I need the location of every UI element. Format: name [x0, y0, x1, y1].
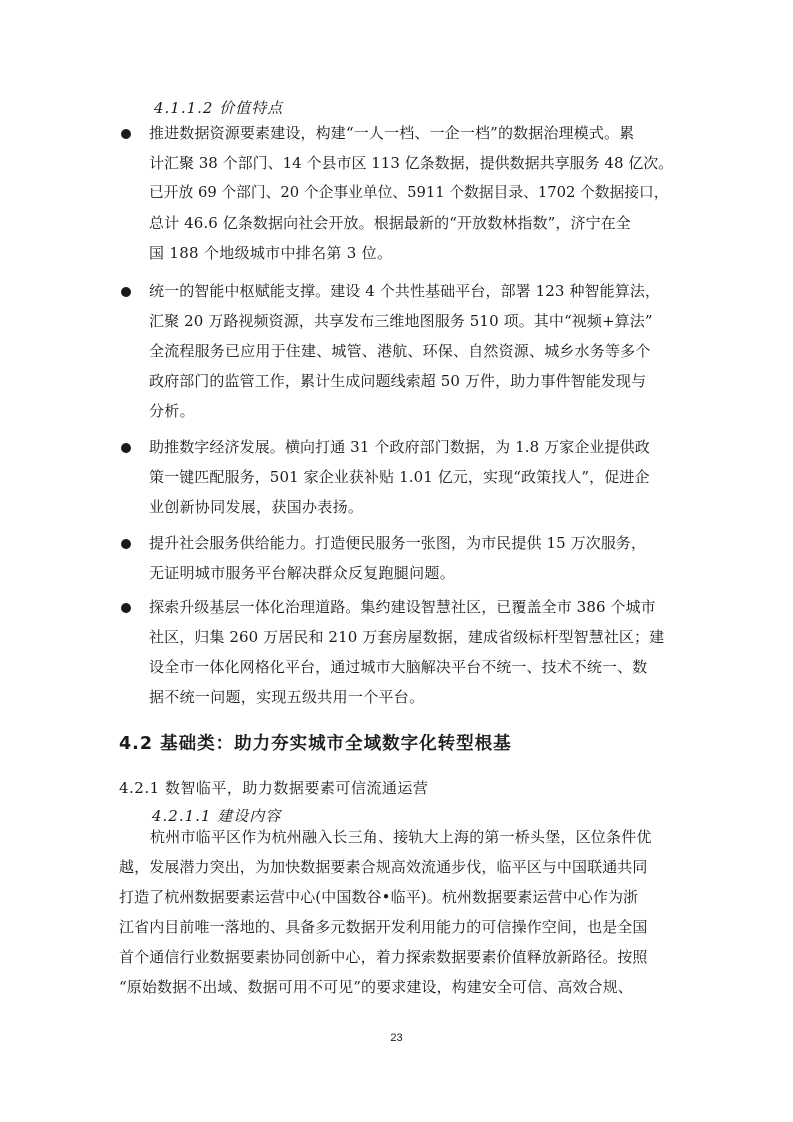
paragraph-line: 打造了杭州数据要素运营中心(中国数谷•临平)。杭州数据要素运营中心作为浙	[119, 888, 639, 906]
bullet-text-line: 已开放 69 个部门、20 个企事业单位、5911 个数据目录、1702 个数据接口，	[149, 184, 669, 201]
bullet-text-line: 国 188 个地级城市中排名第 3 位。	[149, 244, 393, 262]
heading-4-2-1: 4.2.1 数智临平，助力数据要素可信流通运营	[119, 779, 429, 797]
bullet-item	[0, 118, 793, 268]
bullet-text-line: 总计 46.6 亿条数据向社会开放。根据最新的“开放数林指数”，济宁在全	[149, 214, 631, 232]
bullet-text-line: 分析。	[149, 402, 195, 420]
bullet-item	[0, 592, 793, 712]
bullet-text-line: 计汇聚 38 个部门、14 个县市区 113 亿条数据，提供数据共享服务 48 亿次。	[149, 154, 674, 172]
bullet-text-line: 政府部门的监管工作，累计生成问题线索超 50 万件，助力事件智能发现与	[149, 372, 647, 390]
bullet-text-line: 据不统一问题，实现五级共用一个平台。	[149, 688, 425, 706]
bullet-dot-icon	[121, 129, 131, 139]
bullet-text-line: 统一的智能中枢赋能支撑。建设 4 个共性基础平台，部署 123 种智能算法，	[149, 282, 661, 300]
heading-4-2-1-1: 4.2.1.1 建设内容	[152, 807, 282, 825]
bullet-text-line: 社区，归集 260 万居民和 210 万套房屋数据，建成省级标杆型智慧社区；建	[149, 628, 665, 646]
bullet-text-line: 业创新协同发展，获国办表扬。	[149, 498, 364, 516]
paragraph-line: 杭州市临平区作为杭州融入长三角、接轨大上海的第一桥头堡，区位条件优	[150, 828, 652, 846]
bullet-item	[0, 528, 793, 588]
paragraph-line: 越，发展潜力突出，为加快数据要素合规高效流通步伐，临平区与中国联通共同	[119, 858, 648, 876]
bullet-text-line: 全流程服务已应用于住建、城管、港航、环保、自然资源、城乡水务等多个	[149, 342, 651, 360]
heading-4-1-1-2: 4.1.1.2 价值特点	[154, 99, 284, 117]
bullet-dot-icon	[121, 287, 131, 297]
page-number: 23	[390, 1032, 403, 1044]
body-paragraph	[0, 822, 793, 1022]
bullet-text-line: 助推数字经济发展。横向打通 31 个政府部门数据，为 1.8 万家企业提供政	[149, 438, 650, 456]
bullet-item	[0, 432, 793, 522]
bullet-text-line: 设全市一体化网格化平台，通过城市大脑解决平台不统一、技术不统一、数	[149, 658, 648, 676]
bullet-dot-icon	[121, 443, 131, 453]
paragraph-line: “原始数据不出域、数据可用不可见”的要求建设，构建安全可信、高效合规、	[119, 978, 633, 996]
bullet-text-line: 汇聚 20 万路视频资源，共享发布三维地图服务 510 项。其中“视频+算法”	[149, 312, 653, 330]
bullet-dot-icon	[121, 603, 131, 613]
bullet-text-line: 策一键匹配服务，501 家企业获补贴 1.01 亿元，实现“政策找人”，促进企	[149, 468, 650, 486]
bullet-text-line: 推进数据资源要素建设，构建“一人一档、一企一档”的数据治理模式。累	[149, 124, 635, 142]
bullet-dot-icon	[121, 539, 131, 549]
bullet-item	[0, 276, 793, 426]
paragraph-line: 首个通信行业数据要素协同创新中心，着力探索数据要素价值释放新路径。按照	[119, 948, 648, 966]
bullet-text-line: 提升社会服务供给能力。打造便民服务一张图，为市民提供 15 万次服务，	[149, 534, 647, 552]
bullet-text-line: 无证明城市服务平台解决群众反复跑腿问题。	[149, 564, 456, 582]
heading-4-2: 4.2 基础类：助力夯实城市全域数字化转型根基	[119, 734, 512, 754]
bullet-text-line: 探索升级基层一体化治理道路。集约建设智慧社区，已覆盖全市 386 个城市	[149, 598, 656, 616]
paragraph-line: 江省内目前唯一落地的、具备多元数据开发利用能力的可信操作空间，也是全国	[119, 918, 648, 936]
